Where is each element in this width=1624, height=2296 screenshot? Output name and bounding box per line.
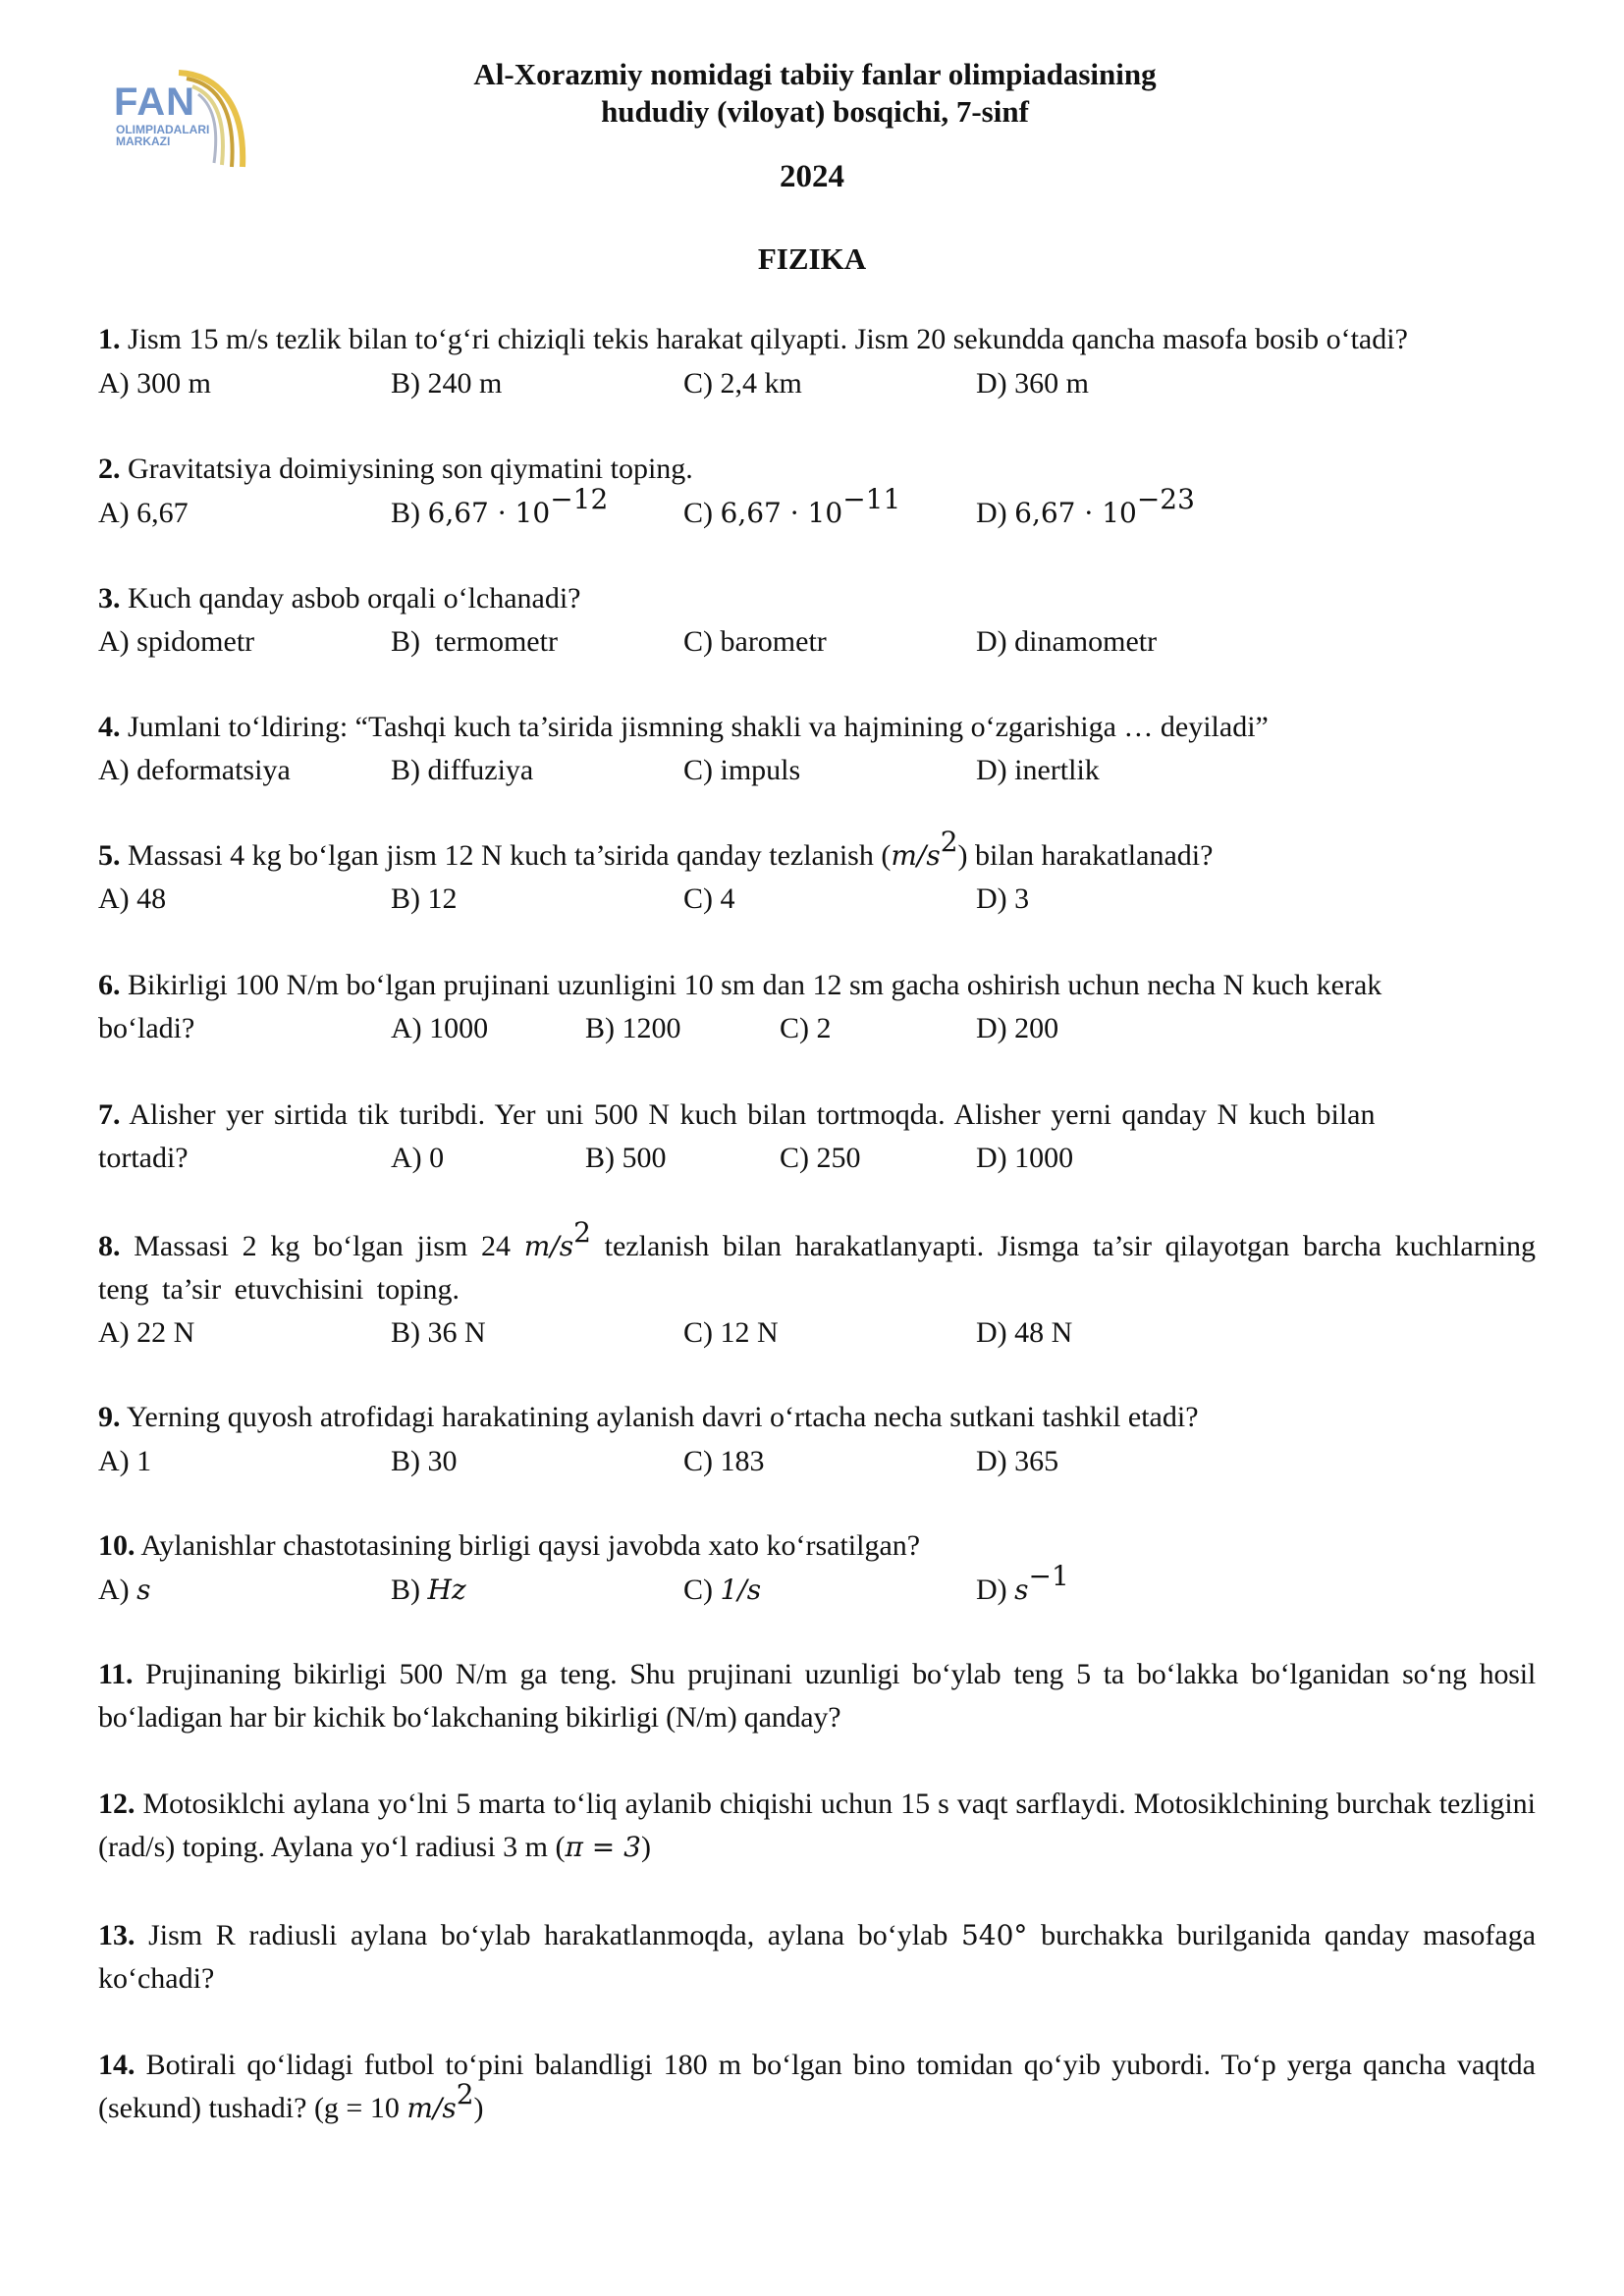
math-expression: π = 3	[565, 1831, 641, 1863]
math-unit: m/s	[891, 839, 941, 872]
option-label: B)	[391, 497, 420, 529]
option-b: B) diffuziya	[391, 754, 534, 786]
question-text: Prujinaning bikirligi 500 N/m ga teng. Shu prujinani uzunligi bo‘ylab teng 5 ta bo‘lakka bo‘lganidan so‘ng hosil bo‘ladigan har bir kichik bo‘lakchaning bikirligi (N/m) qanday?	[98, 1658, 1536, 1734]
question-6	[98, 964, 1536, 1007]
option-a: A) spidometr	[98, 625, 255, 658]
question-1	[98, 318, 1536, 361]
question-6-options	[98, 1007, 1536, 1050]
option-b	[391, 483, 609, 535]
option-b	[391, 1569, 466, 1612]
option-label: A)	[98, 1574, 130, 1606]
option-d: D) dinamometr	[976, 625, 1158, 658]
question-text: Jism 15 m/s tezlik bilan to‘g‘ri chiziqli tekis harakat qilyapti. Jism 20 sekundda qancha masofa bosib o‘tadi?	[128, 323, 1408, 355]
option-math: 1/s	[720, 1574, 762, 1606]
option-b: B) 12	[391, 882, 458, 915]
option-exponent: −12	[550, 483, 609, 515]
math-exponent: 2	[940, 826, 958, 858]
question-4-options	[98, 749, 1536, 792]
option-label: D)	[976, 1574, 1007, 1606]
question-7	[98, 1094, 1536, 1137]
question-number: 9.	[98, 1401, 121, 1433]
question-9-options	[98, 1440, 1536, 1483]
option-a: A) deformatsiya	[98, 754, 291, 786]
question-text: Aylanishlar chastotasining birligi qaysi javobda xato ko‘rsatilgan?	[140, 1529, 921, 1562]
option-label: B)	[391, 1574, 420, 1606]
question-number: 10.	[98, 1529, 135, 1562]
question-text: Motosiklchi aylana yo‘lni 5 marta to‘liq aylanib chiqishi uchun 15 s vaqt sarflaydi. Motosiklchining burchak tezligini (rad/s) toping. Aylana yo‘l radiusi 3 m (	[98, 1788, 1536, 1863]
option-b: B) 36 N	[391, 1316, 486, 1349]
question-text-end: )	[473, 2092, 484, 2124]
subject-title: FIZIKA	[757, 241, 867, 276]
question-number: 14.	[98, 2049, 135, 2081]
option-label: D)	[976, 497, 1007, 529]
question-text-end: ) bilan harakatlanadi?	[957, 839, 1214, 872]
question-number: 8.	[98, 1230, 121, 1262]
option-d: D) 365	[976, 1445, 1059, 1477]
question-number: 1.	[98, 323, 121, 355]
question-number: 2.	[98, 453, 121, 485]
option-a: A) 22 N	[98, 1316, 195, 1349]
option-d: D) 1000	[976, 1142, 1074, 1174]
option-a: A) 48	[98, 882, 167, 915]
header-title-line1: Al-Xorazmiy nomidagi tabiiy fanlar olimpiadasining	[473, 57, 1157, 91]
option-d: D) 200	[976, 1012, 1059, 1044]
option-exponent: −23	[1136, 483, 1195, 515]
question-text-continued: tortadi?	[98, 1142, 189, 1174]
option-d	[976, 483, 1195, 535]
option-d: D) 3	[976, 882, 1030, 915]
question-number: 3.	[98, 582, 121, 614]
option-b: B) termometr	[391, 625, 558, 658]
option-d	[976, 1560, 1069, 1612]
question-number: 5.	[98, 839, 121, 872]
question-number: 4.	[98, 711, 121, 743]
option-a: A) 6,67	[98, 497, 189, 529]
question-13	[98, 1914, 1536, 2001]
question-text: Yerning quyosh atrofidagi harakatining aylanish davri o‘rtacha necha sutkani tashkil etadi?	[126, 1401, 1199, 1433]
question-text-continued: bo‘ladi?	[98, 1012, 195, 1044]
option-math: 6,67 · 10	[427, 497, 551, 529]
option-b: B) 240 m	[391, 367, 503, 400]
math-unit: m/s	[523, 1230, 574, 1262]
question-text: Jumlani to‘ldiring: “Tashqi kuch ta’sirida jismning shakli va hajmining o‘zgarishiga … deyiladi”	[128, 711, 1269, 743]
option-math: s	[1014, 1574, 1029, 1606]
question-text: Massasi 4 kg bo‘lgan jism 12 N kuch ta’sirida qanday tezlanish (	[128, 839, 892, 872]
question-8	[98, 1216, 1537, 1311]
question-5	[98, 826, 1536, 878]
question-8-options	[98, 1311, 1536, 1355]
question-text-end: )	[640, 1831, 651, 1863]
option-d: D) 360 m	[976, 367, 1089, 400]
question-4	[98, 706, 1536, 749]
option-label: C)	[683, 497, 713, 529]
option-a: A) 300 m	[98, 367, 211, 400]
option-exponent: −11	[842, 483, 901, 515]
math-unit: m/s	[406, 2092, 457, 2124]
question-3-options	[98, 620, 1536, 664]
option-b: B) 30	[391, 1445, 458, 1477]
option-c: C) 250	[780, 1142, 861, 1174]
question-11	[98, 1653, 1536, 1739]
question-text: Jism R radiusli aylana bo‘ylab harakatlanmoqda, aylana bo‘ylab	[148, 1919, 948, 1951]
header-year: 2024	[780, 159, 844, 194]
logo-text: FAN	[114, 80, 195, 124]
header-title-line2: hududiy (viloyat) bosqichi, 7-sinf	[601, 94, 1029, 129]
math-exponent: 2	[573, 1216, 591, 1249]
option-c: C) impuls	[683, 754, 801, 786]
option-a	[98, 1569, 151, 1612]
question-text: Kuch qanday asbob orqali o‘lchanadi?	[128, 582, 581, 614]
question-text: Bikirligi 100 N/m bo‘lgan prujinani uzunligini 10 sm dan 12 sm gacha oshirish uchun necha N kuch kerak	[128, 969, 1382, 1001]
question-10	[98, 1524, 1536, 1568]
option-c	[683, 1569, 761, 1612]
option-c: C) 12 N	[683, 1316, 779, 1349]
question-1-options	[98, 362, 1536, 405]
question-text-end: tezlanish bilan harakatlanyapti. Jismga ta’sir qilayotgan barcha kuchlarning teng ta’sir etuvchisini toping.	[98, 1230, 1537, 1306]
option-b: B) 1200	[585, 1012, 681, 1044]
question-number: 11.	[98, 1658, 134, 1690]
question-12	[98, 1783, 1536, 1869]
math-exponent: 2	[456, 2078, 474, 2110]
option-d: D) inertlik	[976, 754, 1100, 786]
question-9	[98, 1396, 1536, 1439]
option-math: s	[136, 1574, 151, 1606]
option-c: C) 2	[780, 1012, 832, 1044]
question-10-options	[98, 1560, 1536, 1612]
option-c: C) barometr	[683, 625, 827, 658]
option-math: 6,67 · 10	[1014, 497, 1137, 529]
logo-subtext: OLIMPIADALARI MARKAZI	[116, 123, 210, 148]
option-a: A) 1	[98, 1445, 152, 1477]
option-math: Hz	[427, 1574, 466, 1606]
question-2-options	[98, 483, 1536, 535]
question-5-options	[98, 878, 1536, 921]
option-c: C) 4	[683, 882, 735, 915]
question-text-end: burchakka burilganida qanday masofaga ko‘chadi?	[98, 1919, 1537, 1995]
question-number: 13.	[98, 1919, 135, 1951]
question-number: 7.	[98, 1098, 121, 1131]
option-exponent: −1	[1028, 1560, 1069, 1592]
question-number: 6.	[98, 969, 121, 1001]
math-expression: 540°	[960, 1919, 1028, 1951]
question-text: Gravitatsiya doimiysining son qiymatini toping.	[128, 453, 693, 485]
option-d: D) 48 N	[976, 1316, 1073, 1349]
option-label: C)	[683, 1574, 713, 1606]
question-text: Alisher yer sirtida tik turibdi. Yer uni 500 N kuch bilan tortmoqda. Alisher yerni qanday N kuch bilan	[129, 1098, 1376, 1131]
question-number: 12.	[98, 1788, 135, 1820]
question-2	[98, 448, 1536, 491]
question-7-options	[98, 1137, 1536, 1180]
option-a: A) 0	[391, 1142, 445, 1174]
option-a: A) 1000	[391, 1012, 489, 1044]
option-c	[683, 483, 901, 535]
option-c: C) 183	[683, 1445, 765, 1477]
question-text: Botirali qo‘lidagi futbol to‘pini balandligi 180 m bo‘lgan bino tomidan qo‘yib yubordi. To‘p yerga qancha vaqtda (sekund) tushadi? (g = 10	[98, 2049, 1536, 2124]
question-14	[98, 2044, 1536, 2130]
question-3	[98, 577, 1536, 620]
option-b: B) 500	[585, 1142, 667, 1174]
question-text: Massasi 2 kg bo‘lgan jism 24	[134, 1230, 511, 1262]
option-c: C) 2,4 km	[683, 367, 802, 400]
option-math: 6,67 · 10	[720, 497, 843, 529]
